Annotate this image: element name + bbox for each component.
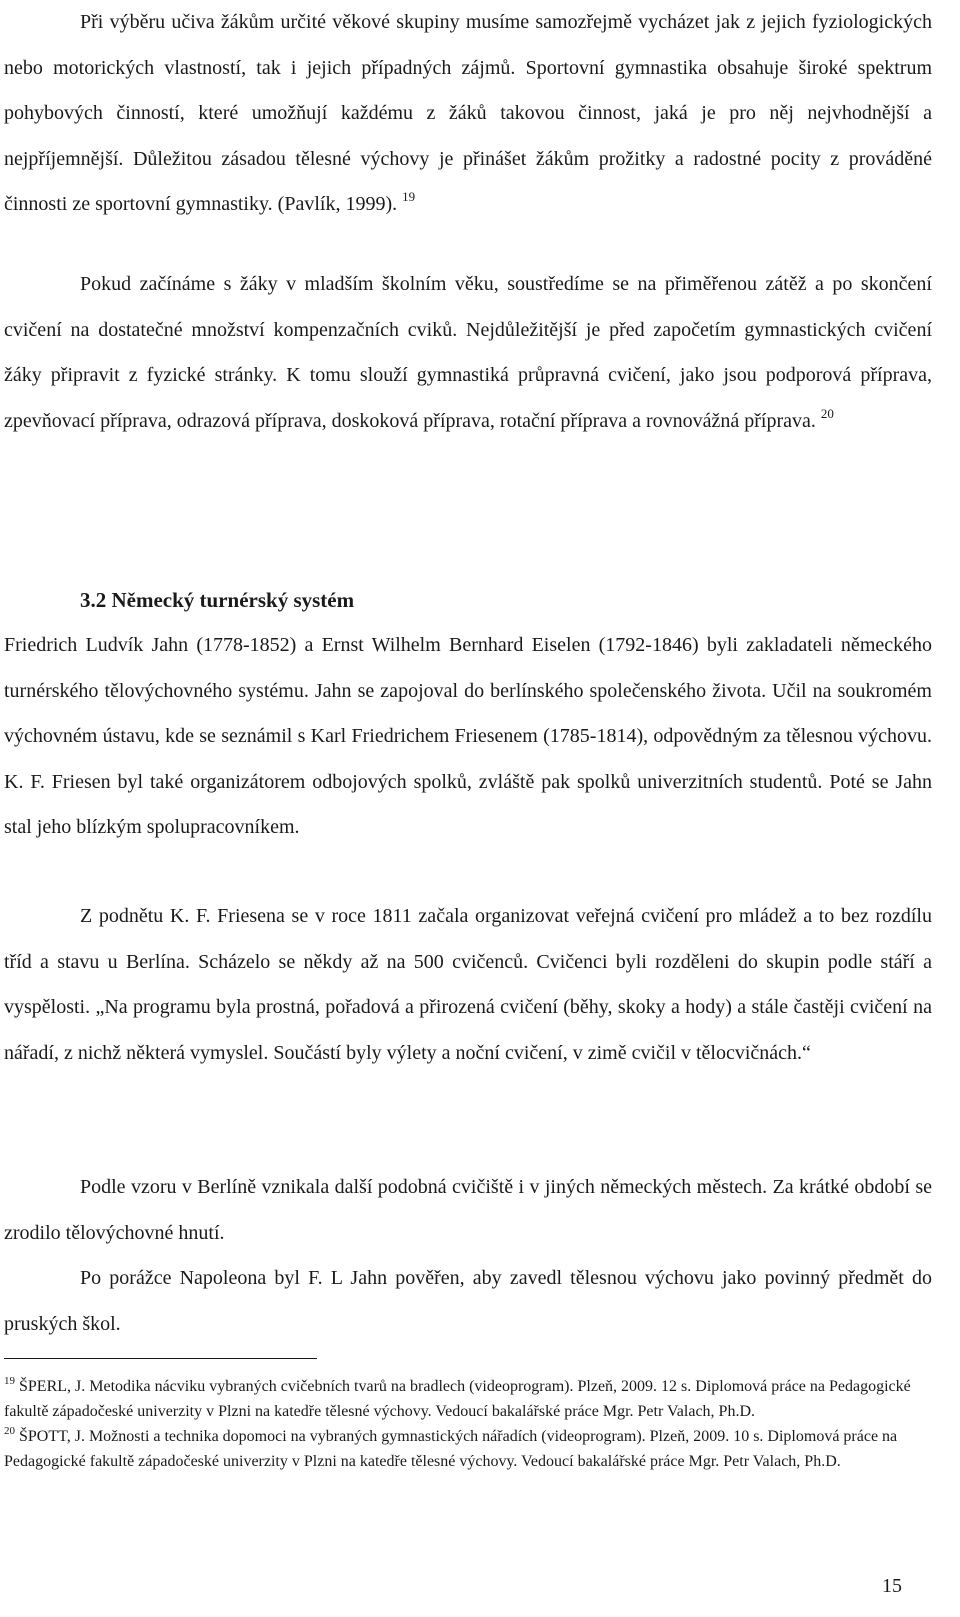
footnotes — [4, 1374, 932, 1474]
paragraph-5 — [4, 1165, 932, 1256]
paragraph-3-text: Friedrich Ludvík Jahn (1778-1852) a Ernst Wilhelm Bernhard Eiselen (1792-1846) byli zakladateli německého turnérského tělovýchovného systému. Jahn se zapojoval do berlínského společenského života. Učil na soukromém výchovném ústavu, kde se seznámil s Karl Friedrichem Friesenem (1785-1814), odpovědným za tělesnou výchovu. K. F. Friesen byl také organizátorem odbojových spolků, zvláště pak spolků univerzitních studentů. Poté se Jahn stal jeho blízkým spolupracovníkem. — [4, 634, 932, 838]
paragraph-2-text: Pokud začínáme s žáky v mladším školním věku, soustředíme se na přiměřenou zátěž a po skončení cvičení na dostatečné množství kompenzačních cviků. Nejdůležitější je před započetím gymnastických cvičení žáky připravit z fyzické stránky. K tomu slouží gymnastiká průpravná cvičení, jako jsou podporová příprava, zpevňovací příprava, odrazová příprava, doskoková příprava, rotační příprava a rovnovážná příprava. — [4, 273, 932, 432]
paragraph-4 — [4, 894, 932, 1076]
section-heading: 3.2 Německý turnérský systém — [80, 588, 355, 612]
footnote-text: ŠPERL, J. Metodika nácviku vybraných cvičebních tvarů na bradlech (videoprogram). Plzeň, 2009. 12 s. Diplomová práce na Pedagogické fakultě západočeské univerzity v Plzni na katedře tělesné výchovy. Vedoucí bakalářské práce Mgr. Petr Valach, Ph.D. — [4, 1378, 911, 1420]
footnote-number: 19 — [4, 1375, 15, 1387]
paragraph-3 — [4, 623, 932, 851]
paragraph-1 — [4, 0, 932, 228]
paragraph-4-text: Z podnětu K. F. Friesena se v roce 1811 začala organizovat veřejná cvičení pro mládež a to bez rozdílu tříd a stavu u Berlína. Scházelo se někdy až na 500 cvičenců. Cvičenci byli rozděleni do skupin podle stáří a vyspělosti. „Na programu byla prostná, pořadová a přirozená cvičení (běhy, skoky a hody) a stále častěji cvičení na nářadí, z nichž některá vymyslel. Součástí byly výlety a noční cvičení, v zimě cvičil v tělocvičnách.“ — [4, 905, 932, 1064]
footnote-number: 20 — [4, 1425, 15, 1437]
paragraph-5-text: Podle vzoru v Berlíně vznikala další podobná cvičiště i v jiných německých městech. Za krátké období se zrodilo tělovýchovné hnutí. — [4, 1176, 932, 1244]
paragraph-1-text: Při výběru učiva žákům určité věkové skupiny musíme samozřejmě vycházet jak z jejich fyziologických nebo motorických vlastností, tak i jejich případných zájmů. Sportovní gymnastika obsahuje široké spektrum pohybových činností, které umožňují každému z žáků takovou činnost, jaká je pro něj nejvhodnější a nejpříjemnější. Důležitou zásadou tělesné výchovy je přinášet žákům prožitky a radostné pocity z prováděné činnosti ze sportovní gymnastiky. (Pavlík, 1999). — [4, 11, 932, 215]
footnote-ref-19[interactable]: 19 — [402, 189, 416, 204]
footnote-separator — [4, 1358, 317, 1359]
paragraph-6-text: Po porážce Napoleona byl F. L Jahn pověřen, aby zavedl tělesnou výchovu jako povinný předmět do pruských škol. — [4, 1267, 932, 1335]
footnote-text: ŠPOTT, J. Možnosti a technika dopomoci na vybraných gymnastických nářadích (videoprogram). Plzeň, 2009. 10 s. Diplomová práce na Pedagogické fakultě západočeské univerzity v Plzni na katedře tělesné výchovy. Vedoucí bakalářské práce Mgr. Petr Valach, Ph.D. — [4, 1428, 898, 1470]
footnote-20 — [4, 1424, 932, 1474]
paragraph-6 — [4, 1256, 932, 1347]
footnote-19 — [4, 1374, 932, 1424]
page-number: 15 — [882, 1575, 902, 1597]
footnote-ref-20[interactable]: 20 — [820, 405, 834, 421]
paragraph-2 — [4, 262, 932, 444]
